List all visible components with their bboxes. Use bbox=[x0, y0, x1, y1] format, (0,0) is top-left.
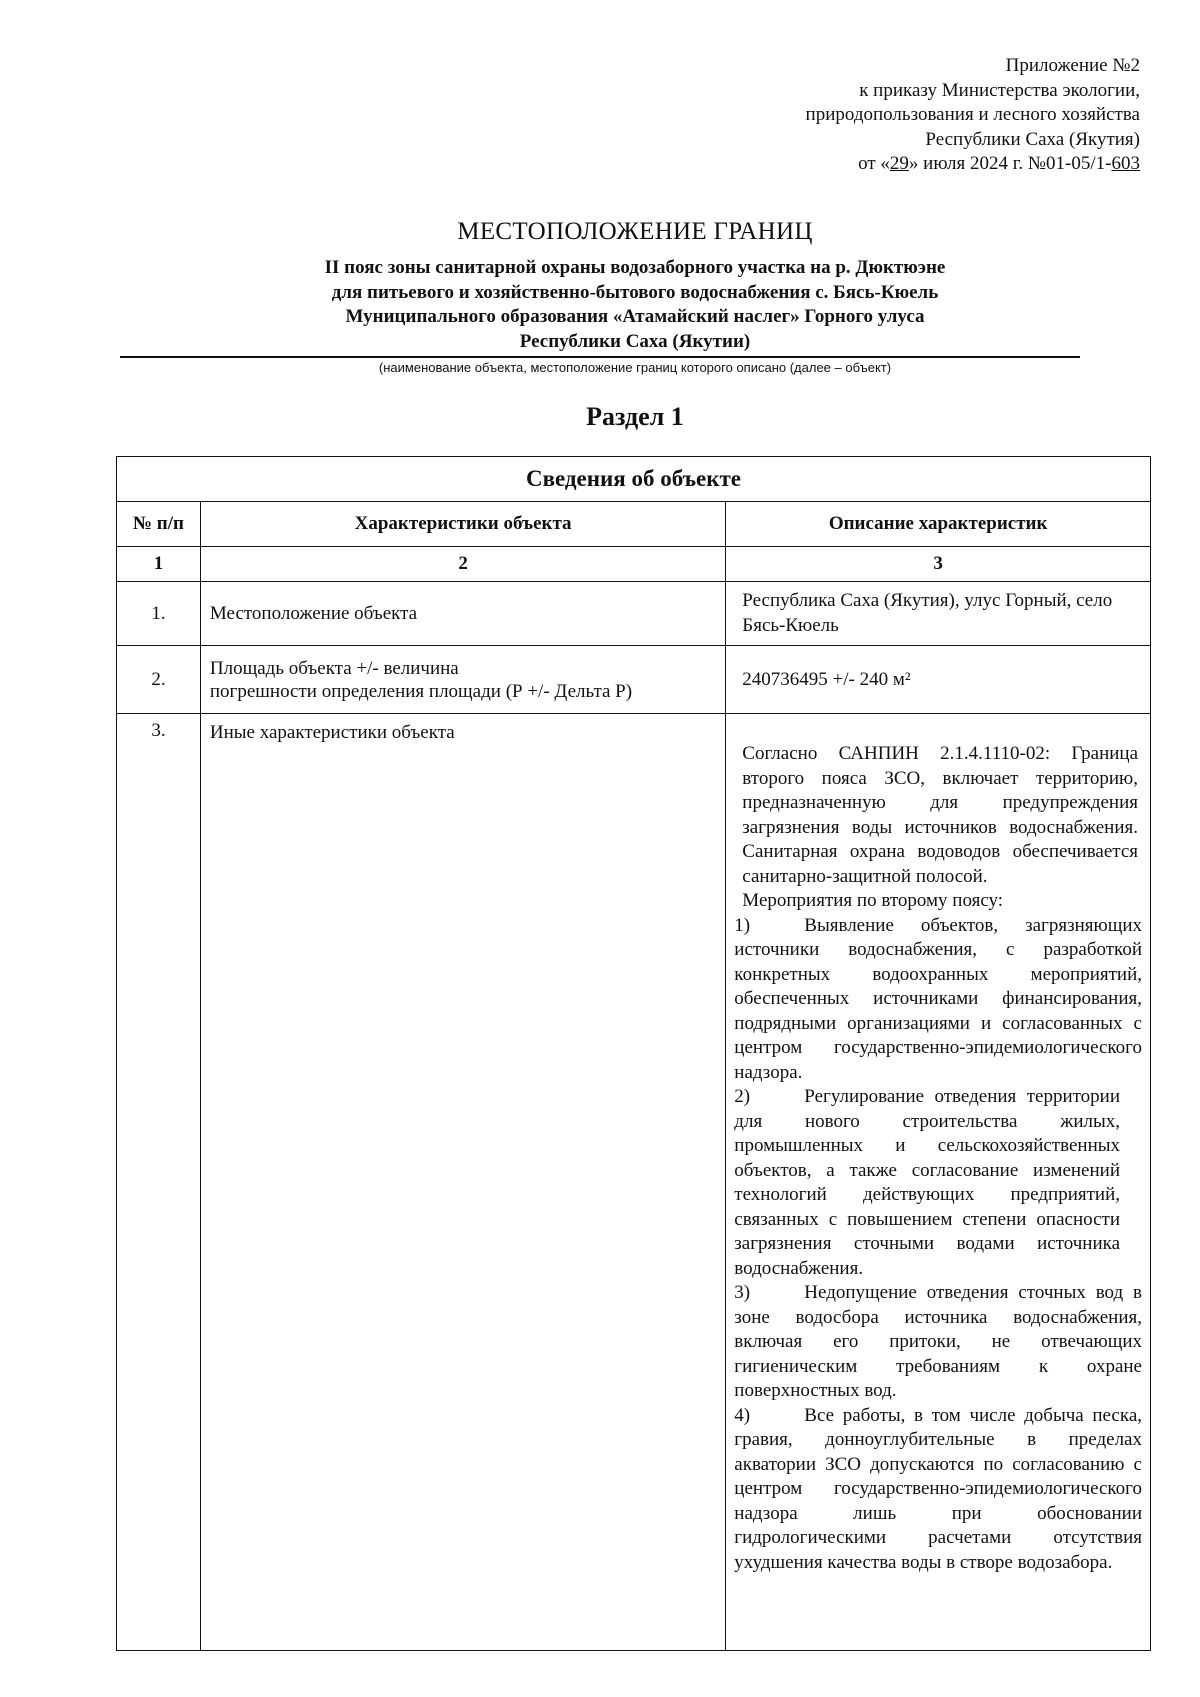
column-headers-row bbox=[117, 502, 1151, 547]
document-title: МЕСТОПОЛОЖЕНИЕ ГРАНИЦ bbox=[457, 218, 813, 245]
column-number-2: 2 bbox=[200, 547, 725, 582]
row-number: 1. bbox=[117, 582, 201, 646]
object-name bbox=[0, 256, 1200, 354]
appendix-line-4: Республики Саха (Якутия) bbox=[925, 128, 1140, 150]
measure-number: 2) bbox=[734, 1086, 751, 1107]
measure-text: Выявление объектов, загрязняющих источники водоснабжения, с разработкой конкретных водоохранных мероприятий, обеспеченных источниками финансирования, подрядными организациями и согласованных с центром государственно-эпидемиологического надзора. bbox=[734, 914, 1142, 1083]
measure-number: 4) bbox=[734, 1404, 751, 1426]
measure-text: Все работы, в том числе добыча песка, гравия, донноуглубительные в пределах акватории ЗСО допускаются по согласованию с центром государственно-эпидемиологического надзора лишь при обосновании гидрологическими расчетами отсутствия ухудшения качества воды в створе водозабора. bbox=[734, 1404, 1142, 1573]
measure-item bbox=[734, 914, 1142, 1086]
column-numbers-row bbox=[117, 547, 1151, 582]
table-row bbox=[117, 582, 1151, 646]
sanpin-intro: Согласно САНПИН 2.1.4.1110-02: Граница второго пояса ЗСО, включает территорию, предназначенную для предупреждения загрязнения воды источников водоснабжения. Санитарная охрана водоводов обеспечивается санитарно-защитной полосой. bbox=[742, 743, 1138, 887]
section-title: Раздел 1 bbox=[586, 402, 684, 431]
measure-text: Недопущение отведения сточных вод в зоне водосбора источника водоснабжения, включая его притоки, не отвечающих гигиеническим требованиям к охране поверхностных вод. bbox=[734, 1282, 1142, 1401]
row-characteristic bbox=[200, 646, 725, 714]
measure-item bbox=[734, 1281, 1142, 1404]
appendix-line-1: Приложение №2 bbox=[1005, 55, 1140, 76]
object-caption: (наименование объекта, местоположение границ которого описано (далее – объект) bbox=[378, 360, 892, 375]
measure-item bbox=[734, 1085, 1142, 1281]
measure-item bbox=[734, 1404, 1142, 1576]
row-description bbox=[726, 646, 1151, 714]
order-day: 29 bbox=[889, 153, 909, 174]
column-header-characteristics: Характеристики объекта bbox=[200, 502, 725, 547]
area-label-line-1: Площадь объекта +/- величина bbox=[209, 657, 459, 679]
table-row bbox=[117, 714, 1151, 1651]
measure-number: 1) bbox=[734, 914, 751, 936]
order-prefix: от « bbox=[858, 153, 890, 174]
appendix-order-line bbox=[806, 152, 1140, 177]
object-name-line-3: Муниципального образования «Атамайский наслег» Горного улуса bbox=[345, 306, 925, 327]
area-value: 240736495 +/- 240 м² bbox=[742, 668, 911, 690]
location-description: Республика Саха (Якутия), улус Горный, село Бясь-Кюель bbox=[742, 590, 1113, 636]
column-header-number: № п/п bbox=[117, 502, 201, 547]
row-number: 3. bbox=[117, 714, 201, 1651]
appendix-line-2: к приказу Министерства экологии, bbox=[859, 79, 1140, 101]
appendix-line-3: природопользования и лесного хозяйства bbox=[805, 104, 1140, 125]
row-description bbox=[726, 582, 1151, 646]
title-underline bbox=[120, 356, 1080, 358]
column-number-1: 1 bbox=[117, 547, 201, 582]
table-header: Сведения об объекте bbox=[117, 457, 1151, 502]
row-characteristic: Местоположение объекта bbox=[200, 582, 725, 646]
order-middle: » июля 2024 г. №01-05/1- bbox=[908, 153, 1112, 174]
table-row bbox=[117, 646, 1151, 714]
object-info-table bbox=[116, 456, 1151, 1651]
column-header-description: Описание характеристик bbox=[726, 502, 1151, 547]
object-name-line-1: II пояс зоны санитарной охраны водозаборного участка на р. Дюктюэне bbox=[324, 257, 946, 278]
object-name-line-4: Республики Саха (Якутии) bbox=[519, 330, 751, 352]
measures-heading: Мероприятия по второму поясу: bbox=[742, 890, 1004, 911]
measure-number: 3) bbox=[734, 1282, 751, 1303]
row-number: 2. bbox=[117, 646, 201, 714]
measure-text: Регулирование отведения территории для нового строительства жилых, промышленных и сельскохозяйственных объектов, а также согласование изменений технологий действующих предприятий, связанных с повышением степени опасности загрязнения сточными водами источника водоснабжения. bbox=[734, 1086, 1120, 1279]
column-number-3: 3 bbox=[726, 547, 1151, 582]
order-number: 603 bbox=[1111, 153, 1140, 174]
object-name-line-2: для питьевого и хозяйственно-бытового водоснабжения с. Бясь-Кюель bbox=[331, 281, 939, 303]
table-header-row bbox=[117, 457, 1151, 502]
area-label-line-2: погрешности определения площади (Р +/- Дельта Р) bbox=[209, 680, 633, 702]
row-characteristic: Иные характеристики объекта bbox=[200, 714, 725, 1651]
row-description bbox=[726, 714, 1151, 1651]
appendix-block bbox=[806, 54, 1140, 177]
